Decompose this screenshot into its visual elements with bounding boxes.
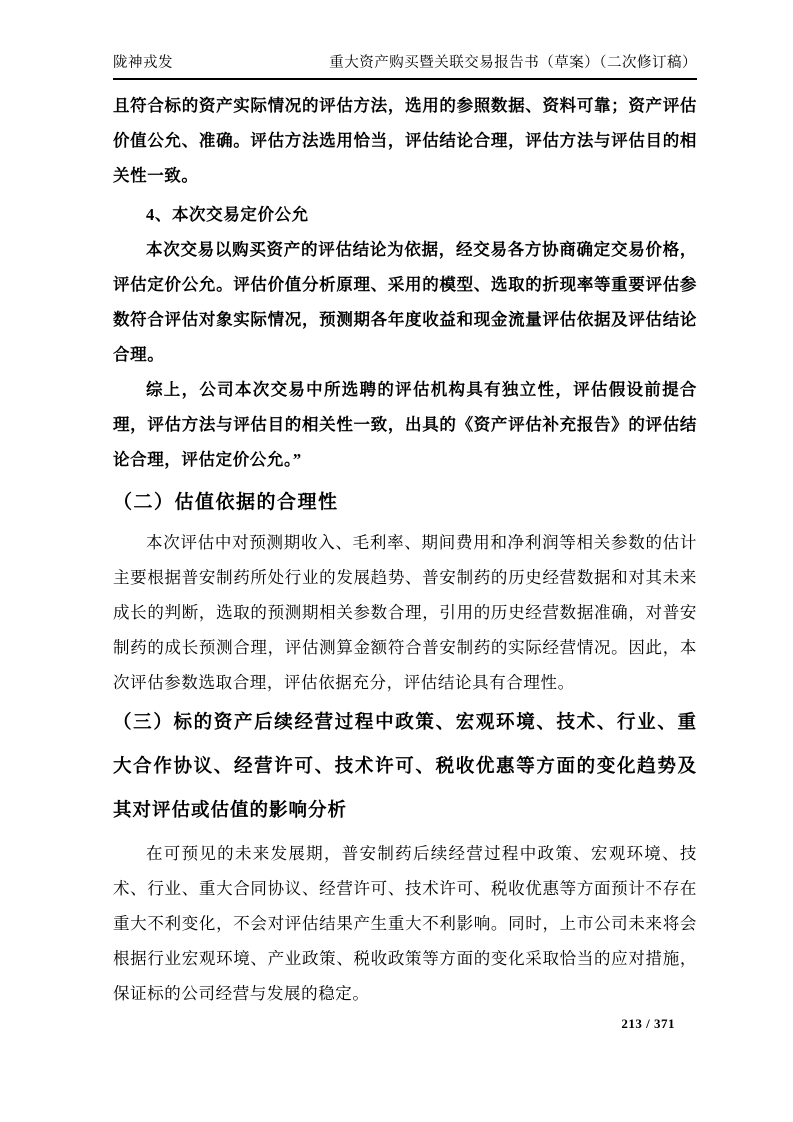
heading-section-3: （三）标的资产后续经营过程中政策、宏观环境、技术、行业、重大合作协议、经营许可、技术许可、税收优惠等方面的变化趋势及其对评估或估值的影响分析 [113, 711, 697, 820]
paragraph-valuation-basis: 本次评估中对预测期收入、毛利率、期间费用和净利润等相关参数的估计主要根据普安制药所处行业的发展趋势、普安制药的历史经营数据和对其未来成长的判断，选取的预测期相关参数合理，引用的历史经营数据准确，对普安制药的成长预测合理，评估测算金额符合普安制药的实际经营情况。因此，本次评估参数选取合理，评估依据充分，评估结论具有合理性。 [113, 533, 697, 692]
page-number: 213 / 371 [621, 1016, 675, 1031]
paragraph-continuation: 且符合标的资产实际情况的评估方法，选用的参照数据、资料可靠；资产评估价值公允、准确。评估方法选用恰当，评估结论合理，评估方法与评估目的相关性一致。 [113, 96, 697, 185]
paragraph-outlook: 在可预见的未来发展期，普安制药后续经营过程中政策、宏观环境、技术、行业、重大合同协议、经营许可、技术许可、税收优惠等方面预计不存在重大不利变化，不会对评估结果产生重大不利影响。同时，上市公司未来将会根据行业宏观环境、产业政策、税收政策等方面的变化采取恰当的应对措施，保证标的公司经营与发展的稳定。 [113, 844, 697, 1003]
page-header [113, 53, 697, 80]
heading-section-2: （二）估值依据的合理性 [113, 492, 339, 513]
paragraph-summary: 综上，公司本次交易中所选聘的评估机构具有独立性，评估假设前提合理，评估方法与评估目的相关性一致，出具的《资产评估补充报告》的评估结论合理，评估定价公允。” [113, 380, 697, 469]
header-right-title: 重大资产购买暨关联交易报告书（草案）（二次修订稿） [329, 55, 697, 71]
paragraph-pricing: 本次交易以购买资产的评估结论为依据，经交易各方协商确定交易价格，评估定价公允。评估价值分析原理、采用的模型、选取的折现率等重要评估参数符合评估对象实际情况，预测期各年度收益和现金流量评估依据及评估结论合理。 [113, 240, 697, 364]
heading-item-4: 4、本次交易定价公允 [146, 205, 309, 224]
header-left-title: 陇神戎发 [113, 55, 173, 71]
